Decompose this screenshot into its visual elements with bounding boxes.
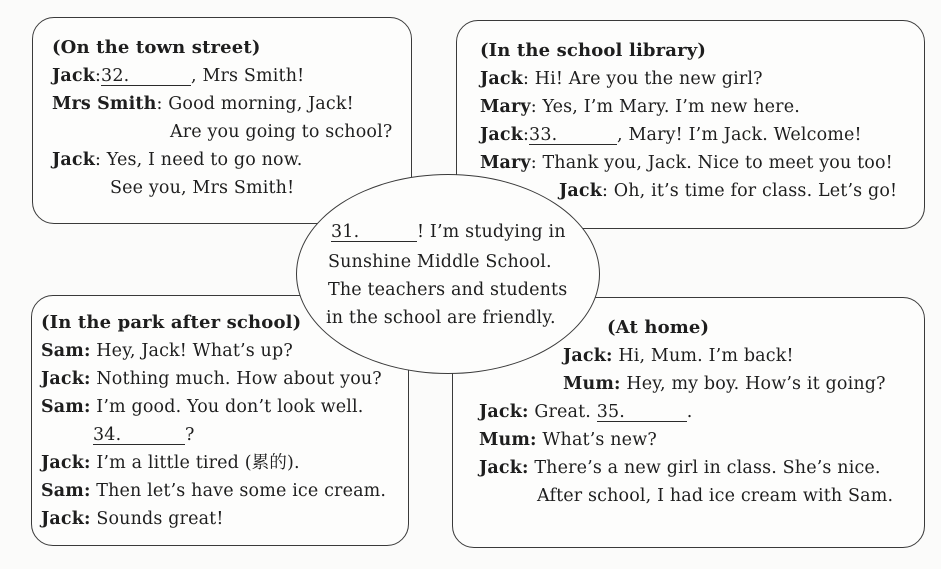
line-text: ? xyxy=(185,425,195,445)
dialogue-line xyxy=(479,456,881,480)
panel-title: (At home) xyxy=(607,317,710,338)
speaker: Mary xyxy=(480,153,531,173)
dialogue-line: After school, I had ice cream with Sam. xyxy=(537,486,894,506)
line-text: I’m good. You don’t look well. xyxy=(90,397,364,417)
dialogue-line xyxy=(480,67,763,91)
speaker: Jack: xyxy=(41,509,91,529)
speaker: Mum: xyxy=(563,374,621,394)
dialogue-line xyxy=(41,339,293,363)
line-text: : Good morning, Jack! xyxy=(156,94,354,114)
dialogue-line xyxy=(93,423,195,447)
speaker: Jack: xyxy=(41,369,91,389)
dialogue-line: See you, Mrs Smith! xyxy=(110,178,295,198)
dialogue-line xyxy=(41,395,364,419)
dialogue-line xyxy=(479,400,692,424)
dialogue-line xyxy=(41,507,224,531)
blank-35: 35. xyxy=(597,404,687,422)
line-text: , Mary! I’m Jack. Welcome! xyxy=(617,125,862,145)
dialogue-line xyxy=(479,428,657,452)
panel-title: (In the school library) xyxy=(480,40,707,61)
center-oval xyxy=(296,174,600,374)
dialogue-line xyxy=(52,92,354,116)
speaker: Sam: xyxy=(41,341,91,361)
speaker: Jack: xyxy=(563,346,613,366)
line-text: There’s a new girl in class. She’s nice. xyxy=(528,458,881,478)
speaker: Jack: xyxy=(41,453,91,473)
line-text: : Thank you, Jack. Nice to meet you too! xyxy=(530,153,893,173)
blank-32: 32. xyxy=(101,68,191,86)
line-text: ! I’m studying in xyxy=(417,222,566,242)
dialogue-line xyxy=(41,367,382,391)
blank-34: 34. xyxy=(93,427,185,445)
speaker: Mary xyxy=(480,97,531,117)
dialogue-line xyxy=(480,95,800,119)
line-text: : Yes, I’m Mary. I’m new here. xyxy=(530,97,800,117)
dialogue-line xyxy=(52,148,302,172)
line-text: : Hi! Are you the new girl? xyxy=(523,69,763,89)
dialogue-line xyxy=(563,372,886,396)
panel-title: (On the town street) xyxy=(52,37,261,58)
dialogue-line xyxy=(41,451,300,475)
dialogue-line: Jack:32. , Mrs Smith! xyxy=(52,66,305,86)
line-text: Nothing much. How about you? xyxy=(90,369,382,389)
speaker: Jack: xyxy=(479,402,529,422)
line-text: Great. xyxy=(528,402,597,422)
speaker: Mrs Smith xyxy=(52,94,157,114)
center-line: Sunshine Middle School. xyxy=(328,252,552,272)
panel-title: (In the park after school) xyxy=(41,312,302,333)
speaker: Jack xyxy=(480,125,523,145)
speaker: Sam: xyxy=(41,397,91,417)
line-text: : Yes, I need to go now. xyxy=(95,150,303,170)
dialogue-line: Jack:33. , Mary! I’m Jack. Welcome! xyxy=(480,125,862,145)
speaker: Sam: xyxy=(41,481,91,501)
line-text: I’m a little tired (累的). xyxy=(90,453,300,473)
line-text: . xyxy=(686,402,693,422)
speaker: Jack xyxy=(52,66,95,86)
speaker: Mum: xyxy=(479,430,537,450)
line-text: What’s new? xyxy=(536,430,657,450)
dialogue-line xyxy=(41,479,386,503)
center-line xyxy=(331,220,566,244)
line-text: Hey, Jack! What’s up? xyxy=(90,341,293,361)
speaker: Jack xyxy=(52,150,95,170)
line-text: Hi, Mum. I’m back! xyxy=(612,346,794,366)
center-line: The teachers and students xyxy=(328,280,568,300)
line-text: Then let’s have some ice cream. xyxy=(90,481,387,501)
center-line: in the school are friendly. xyxy=(326,308,556,328)
line-text: , Mrs Smith! xyxy=(191,66,305,86)
dialogue-line xyxy=(480,151,893,175)
line-text: Hey, my boy. How’s it going? xyxy=(620,374,886,394)
line-text: : Oh, it’s time for class. Let’s go! xyxy=(602,181,898,201)
line-text: Sounds great! xyxy=(90,509,224,529)
speaker: Jack xyxy=(559,181,602,201)
dialogue-line xyxy=(563,344,794,368)
dialogue-line: Are you going to school? xyxy=(170,122,393,142)
blank-33: 33. xyxy=(529,127,617,145)
blank-31: 31. xyxy=(331,224,417,242)
dialogue-line xyxy=(559,179,897,203)
speaker: Jack: xyxy=(479,458,529,478)
speaker: Jack xyxy=(480,69,523,89)
